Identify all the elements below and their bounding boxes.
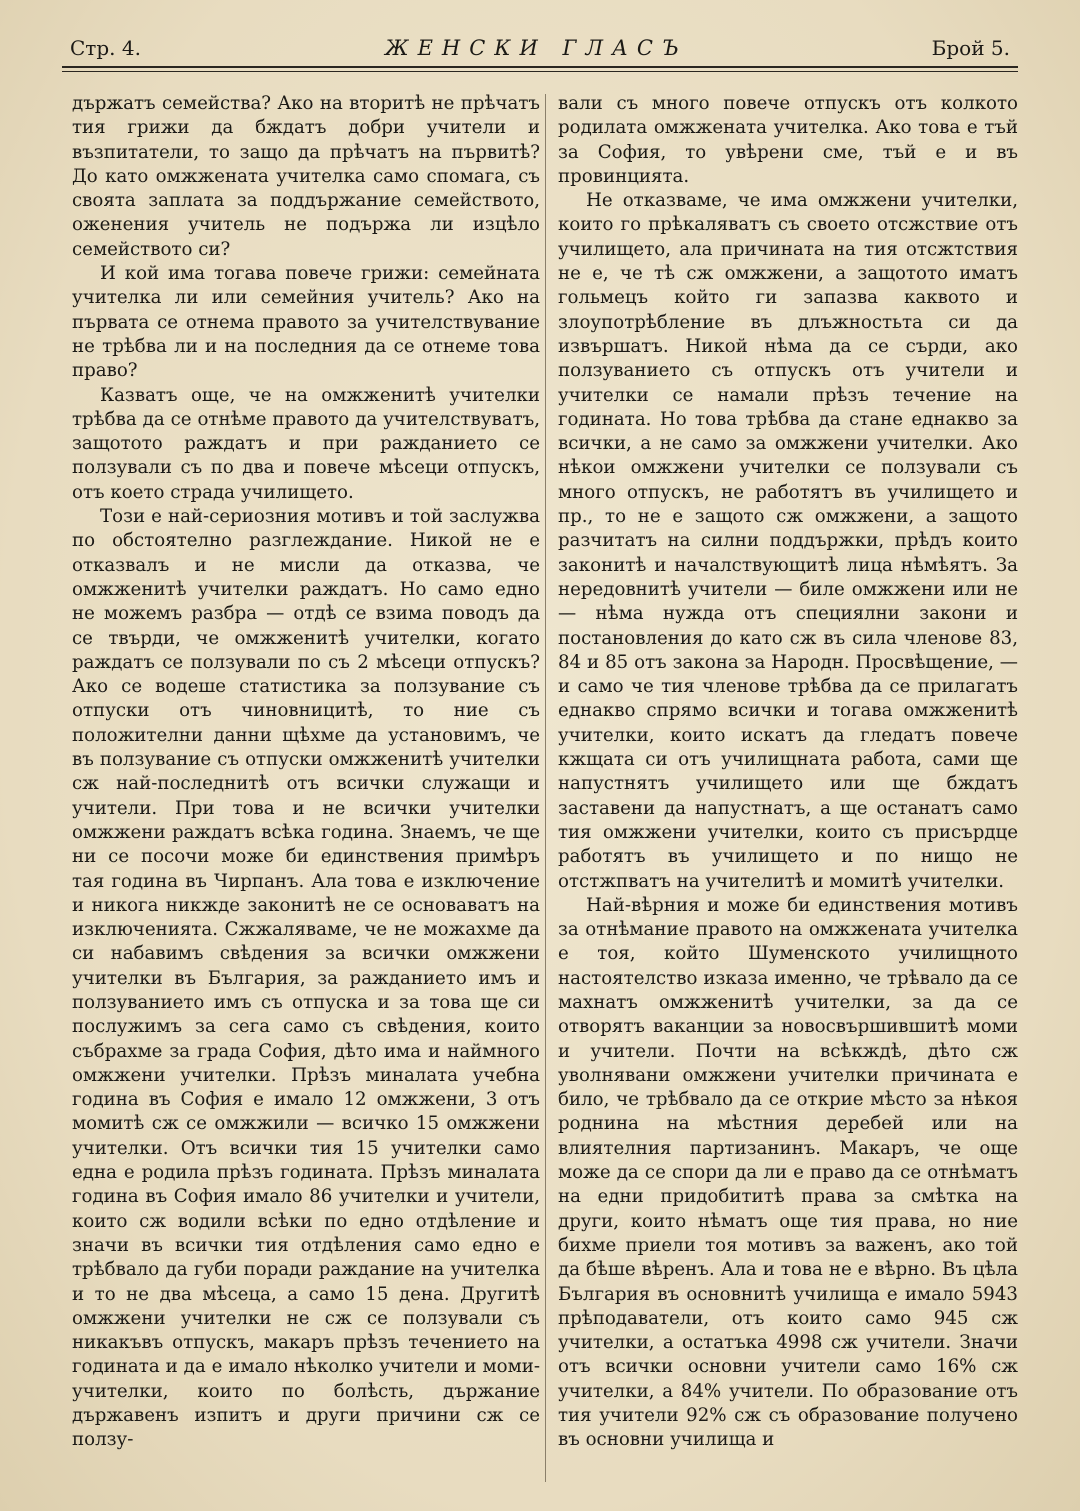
header-rule-thin [62, 71, 1018, 72]
page-header [70, 30, 1010, 66]
left-column [72, 92, 540, 1453]
right-column [558, 92, 1018, 1453]
paragraph: държатъ семейства? Ако на вторитѣ не прѣчатъ тия грижи да бждатъ добри учители и възпитатели, то защо да прѣчатъ на първитѣ? До като омжжената учителка само спомага, съ своята заплата за поддържание семейството, оженения учитель не подържа ли изцѣло семейството си? [72, 93, 540, 260]
paragraph: И кой има тогава повече грижи: семейната учителка ли или семейния учитель? Ако на първата се отнема правото за учителствувание не трѣбва ли и на последния да се отнеме това право? [72, 263, 540, 382]
header-rule-thick [62, 66, 1018, 68]
paragraph: Най-вѣрния и може би единствения мотивъ за отнѣмание правото на омжжената учителка е тоя, който Шуменското училищното настоятелство изказа именно, че трѣвало да се махнатъ омжженитѣ учителки, за да се отворятъ ваканции за новосвършившитѣ моми и учители. Почти на всѣкждѣ, дѣто сж уволнявани омжжени учителки причината е било, че трѣбвало да се открие мѣсто за нѣкоя роднина на мѣстния деребей или на влиятелния партизанинъ. Макаръ, че още може да се спори да ли е право да се отнѣматъ на едни придобититѣ права за смѣтка на други, които нѣматъ още тия права, но ние бихме приели тоя мотивъ за важенъ, ако той да бѣше вѣренъ. Ала и това не е вѣрно. Въ цѣла България въ основнитѣ училища е имало 5943 прѣподаватели, отъ които само 945 сж учителки, а остатъка 4998 сж учители. Значи отъ всички основни учители само 16% сж учителки, а 84% учители. По образование отъ тия учители 92% сж съ образование получено въ основни училища и [558, 894, 1018, 1451]
newspaper-title: ЖЕНСКИ ГЛАСЪ [385, 36, 688, 60]
paragraph: вали съ много повече отпускъ отъ колкото родилата омжжената учителка. Ако това е тъй за София, то увѣрени сме, тъй е и въ провинцията. [558, 93, 1018, 187]
issue-number: Брой 5. [931, 36, 1010, 60]
paragraph: Казватъ още, че на омжженитѣ учителки трѣбва да се отнѣме правото да учителствуватъ, защотото раждатъ и при ражданието се ползували съ по два и повече мѣсеци отпускъ, отъ което страда училището. [72, 384, 540, 503]
page-number: Стр. 4. [70, 36, 141, 60]
column-divider [545, 94, 546, 1482]
paragraph: Не отказваме, че има омжжени учителки, които го прѣкаляватъ съ своето отсжствие отъ училището, ала причината на тия отсжтствия не е, че тѣ сж омжжени, а защотото иматъ гольмецъ който ги запазва каквото и злоупотрѣбление въ длъжностьта си да извършатъ. Никой нѣма да се сърди, ако ползуванието съ отпускъ отъ учители и учителки се намали прѣзъ течение на годината. Но това трѣбва да стане еднакво за всички, а не само за омжжени учителки. Ако нѣкои омжжени учителки се ползували съ много отпускъ, не работятъ въ училището и пр., то не е защото сж омжжени, а защото разчитатъ на силни поддържки, прѣдъ които законитѣ и началствующитѣ лица нѣмѣятъ. За нередовнитѣ учители — биле омжжени или не — нѣма нужда отъ специялни закони и постановления до като сж въ сила членове 83, 84 и 85 отъ закона за Народн. Просвѣщение, — и само че тия членове трѣбва да се прилагатъ еднакво спрямо всички и тогава омжженитѣ учителки, които искатъ да гледатъ повече кжщата си отъ училищната работа, сами ще напустнятъ училището или ще бждатъ заставени да напустнатъ, а ще останатъ само тия омжжени учителки, които съ присърдце работятъ въ училището и по нищо не отстжпватъ на учителитѣ и момитѣ учителки. [558, 190, 1018, 892]
paragraph: Този е най-сериозния мотивъ и той заслужва по обстоятелно разглеждание. Никой не е отказвалъ и не мисли да отказва, че омжженитѣ учителки раждатъ. Но само едно не можемъ разбра — отдѣ се взима поводъ да се твърди, че омжженитѣ учителки, когато раждатъ се ползували по съ 2 мѣсеци отпускъ? Ако се водеше статистика за ползувание съ отпуски отъ чиновницитѣ, то ние съ положителни данни щѣхме да установимъ, че въ ползувание съ отпуски омжженитѣ учителки сж най-последнитѣ отъ всички служащи и учители. При това и не всички учителки омжжени раждатъ всѣка година. Знаемъ, че ще ни се посочи може би единствения примѣръ тая година въ Чирпанъ. Ала това е изключение и никога никжде законитѣ не се основаватъ на изключенията. Сжжаляваме, че не можахме да си набавимъ свѣдения за всички омжжени учителки въ България, за ражданието имъ и ползуванието имъ съ отпуска и за това ще си послужимъ за сега само съ свѣдения, които събрахме за града София, дѣто има и наймного омжжени учителки. Прѣзъ миналата учебна година въ София е имало 12 омжжени, 3 отъ момитѣ сж се омжжили — всичко 15 омжжени учителки. Отъ всички тия 15 учителки само една е родила прѣзъ годината. Прѣзъ миналата година въ София имало 86 учителки и учители, които сж водили всѣки по едно отдѣление и значи въ всички тия отдѣления само едно е трѣбвало да губи поради раждание на учителка и то не два мѣсеца, а само 15 дена. Другитѣ омжжени учителки не сж се ползували съ никакъвъ отпускъ, макаръ прѣзъ течението на годината и да е имало нѣколко учители и моми-учителки, които по болѣсть, държание държавенъ изпитъ и други причини сж се ползу- [72, 506, 540, 1451]
